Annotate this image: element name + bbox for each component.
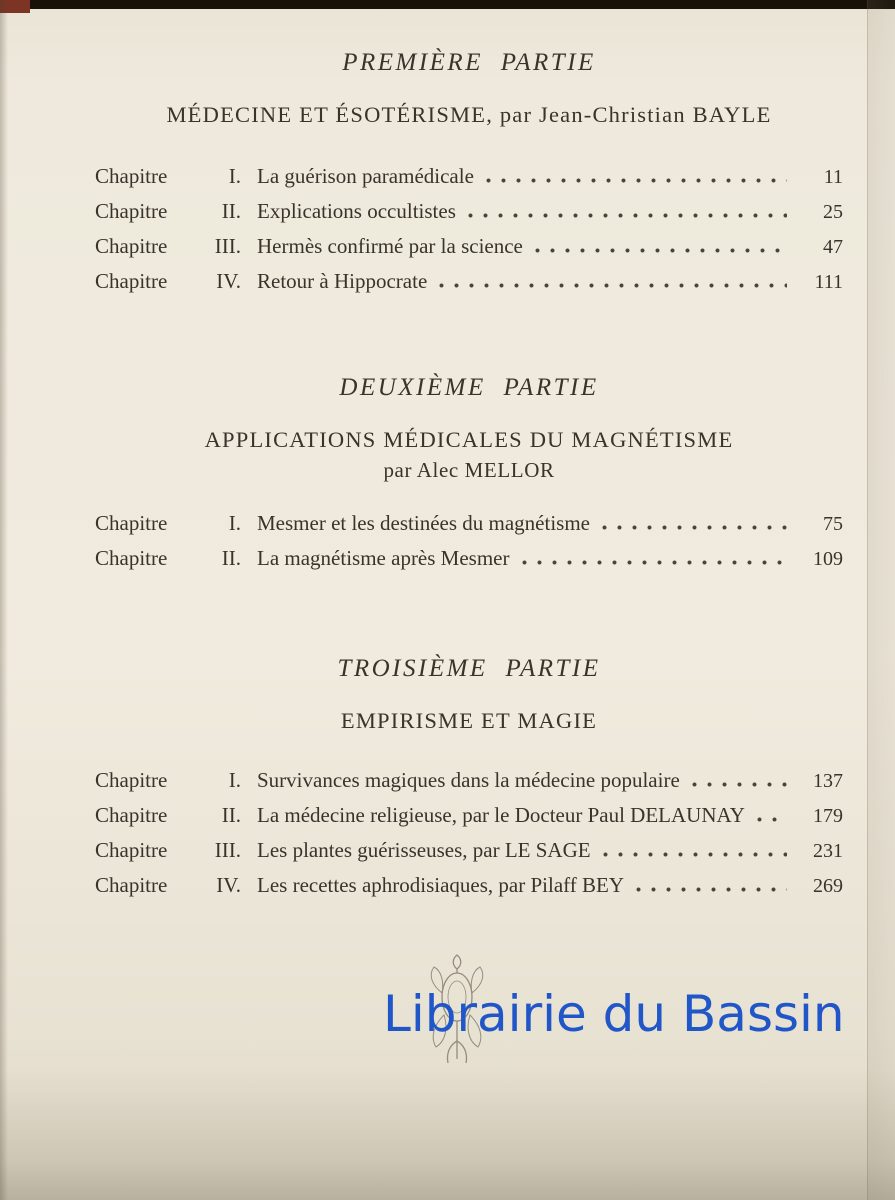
chapter-label: Chapitre bbox=[95, 269, 168, 293]
toc-entry bbox=[95, 264, 843, 299]
chapter-label: Chapitre bbox=[95, 546, 168, 570]
dot-leader bbox=[757, 817, 787, 822]
toc-section-deuxieme-partie bbox=[95, 371, 843, 576]
chapter-numeral: I. bbox=[228, 164, 241, 188]
chapter-title: Les recettes aphrodisiaques, par Pilaff BEY bbox=[257, 873, 624, 897]
page-number: 75 bbox=[823, 513, 843, 535]
chapter-numeral: I. bbox=[228, 768, 241, 792]
table-of-contents bbox=[95, 0, 843, 903]
toc-section-troisieme-partie bbox=[95, 652, 843, 903]
chapter-label: Chapitre bbox=[95, 838, 168, 862]
dot-leader bbox=[636, 887, 787, 892]
toc-entry bbox=[95, 506, 843, 541]
chapter-label: Chapitre bbox=[95, 164, 168, 188]
toc-list bbox=[95, 506, 843, 576]
toc-section-premiere-partie bbox=[95, 46, 843, 299]
chapter-numeral: II. bbox=[221, 546, 241, 570]
chapter-title: La magnétisme après Mesmer bbox=[257, 546, 510, 570]
toc-entry bbox=[95, 798, 843, 833]
chapter-title: Hermès confirmé par la science bbox=[257, 234, 523, 258]
page-number: 47 bbox=[823, 236, 843, 258]
page-edge-right bbox=[867, 0, 895, 1200]
toc-entry bbox=[95, 194, 843, 229]
chapter-numeral: IV. bbox=[216, 873, 241, 897]
toc-entry bbox=[95, 541, 843, 576]
page-number: 11 bbox=[823, 166, 843, 188]
part-heading: MÉDECINE ET ÉSOTÉRISME, par Jean-Christian BAYLE bbox=[166, 102, 772, 127]
chapter-title: Les plantes guérisseuses, par LE SAGE bbox=[257, 838, 591, 862]
page-number: 179 bbox=[813, 805, 843, 827]
part-title: DEUXIÈME PARTIE bbox=[339, 374, 599, 401]
chapter-numeral: IV. bbox=[216, 269, 241, 293]
chapter-label: Chapitre bbox=[95, 803, 168, 827]
chapter-numeral: III. bbox=[214, 838, 241, 862]
chapter-title: La guérison paramédicale bbox=[257, 164, 474, 188]
chapter-title: Retour à Hippocrate bbox=[257, 269, 428, 293]
chapter-numeral: I. bbox=[228, 511, 241, 535]
part-heading-author: par Alec MELLOR bbox=[383, 458, 555, 482]
chapter-label: Chapitre bbox=[95, 511, 168, 535]
chapter-numeral: III. bbox=[214, 234, 241, 258]
chapter-title: Explications occultistes bbox=[257, 199, 456, 223]
page-number: 109 bbox=[813, 548, 843, 570]
part-heading: EMPIRISME ET MAGIE bbox=[340, 708, 598, 733]
part-title: PREMIÈRE PARTIE bbox=[342, 49, 596, 76]
toc-list bbox=[95, 159, 843, 299]
chapter-label: Chapitre bbox=[95, 768, 168, 792]
chapter-label: Chapitre bbox=[95, 873, 168, 897]
toc-entry bbox=[95, 833, 843, 868]
dot-leader bbox=[468, 213, 787, 218]
part-heading: APPLICATIONS MÉDICALES DU MAGNÉTISME bbox=[204, 427, 734, 452]
dot-leader bbox=[602, 525, 787, 530]
page-number: 269 bbox=[813, 875, 843, 897]
toc-entry bbox=[95, 229, 843, 264]
toc-list bbox=[95, 763, 843, 903]
page-shadow-left bbox=[0, 0, 8, 1200]
toc-entry bbox=[95, 159, 843, 194]
part-title: TROISIÈME PARTIE bbox=[337, 655, 601, 682]
chapter-title: Mesmer et les destinées du magnétisme bbox=[257, 511, 590, 535]
watermark-text: Librairie du Bassin bbox=[383, 985, 845, 1043]
page-number: 25 bbox=[823, 201, 843, 223]
toc-entry bbox=[95, 868, 843, 903]
page-number: 137 bbox=[813, 770, 843, 792]
chapter-title: Survivances magiques dans la médecine populaire bbox=[257, 768, 680, 792]
dot-leader bbox=[486, 178, 787, 183]
chapter-label: Chapitre bbox=[95, 234, 168, 258]
dot-leader bbox=[603, 852, 787, 857]
toc-entry bbox=[95, 763, 843, 798]
chapter-title: La médecine religieuse, par le Docteur Paul DELAUNAY bbox=[257, 803, 745, 827]
dot-leader bbox=[535, 248, 787, 253]
chapter-numeral: II. bbox=[221, 803, 241, 827]
dot-leader bbox=[522, 560, 788, 565]
chapter-numeral: II. bbox=[221, 199, 241, 223]
chapter-label: Chapitre bbox=[95, 199, 168, 223]
dot-leader bbox=[439, 283, 787, 288]
dot-leader bbox=[692, 782, 787, 787]
page-number: 231 bbox=[813, 840, 843, 862]
page-number: 111 bbox=[814, 271, 843, 293]
